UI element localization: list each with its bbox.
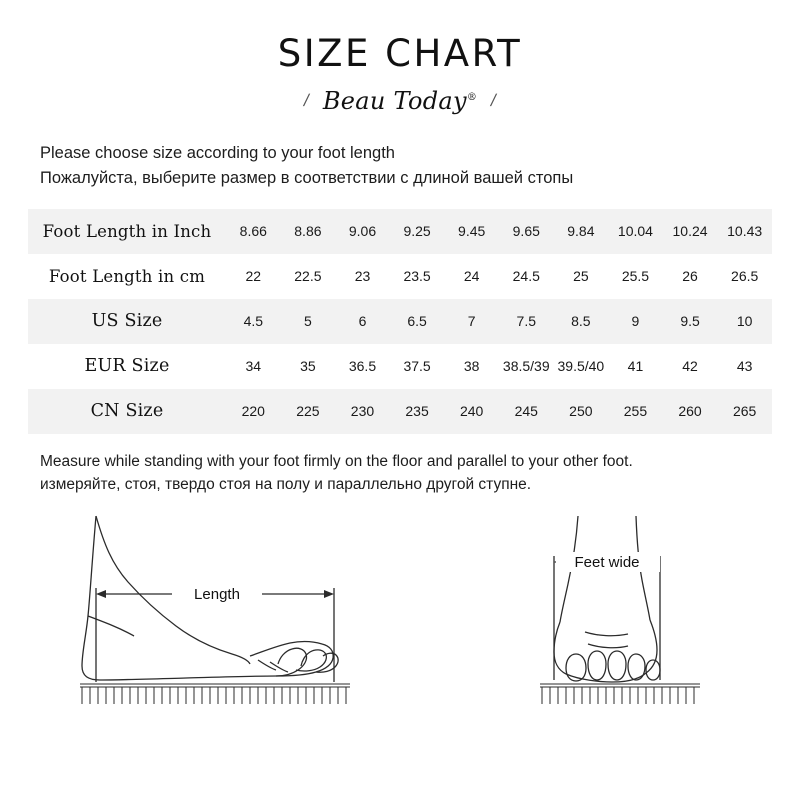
table-cell: 26 — [682, 268, 698, 285]
page-header — [0, 0, 800, 115]
note-line-en: Measure while standing with your foot firmly on the floor and parallel to your other foot. — [40, 452, 633, 470]
table-cell: 7 — [467, 313, 476, 330]
brand-text: Beau Today — [322, 86, 467, 115]
size-table — [28, 209, 772, 434]
table-cell: 23 — [354, 268, 371, 285]
table-cell: 240 — [459, 403, 484, 420]
front-foot-figure — [554, 516, 660, 682]
table-cell: 9.65 — [512, 223, 540, 240]
table-cell: 260 — [678, 403, 702, 420]
row-header: CN Size — [90, 401, 164, 422]
note-line-ru: измеряйте, стоя, твердо стоя на полу и параллельно другой ступне. — [40, 476, 532, 494]
table-cell: 9.84 — [567, 223, 595, 240]
table-cell: 220 — [241, 403, 265, 420]
table-cell: 255 — [623, 403, 648, 420]
table-cell: 39.5/40 — [557, 358, 605, 375]
table-row — [28, 299, 772, 344]
slash-right-icon: / — [489, 90, 499, 110]
length-label: Length — [194, 586, 240, 604]
table-row — [28, 389, 772, 434]
table-cell: 25.5 — [621, 268, 650, 285]
table-row — [28, 209, 772, 254]
table-cell: 235 — [405, 403, 429, 420]
table-cell: 9.25 — [403, 223, 431, 240]
table-cell: 6.5 — [407, 313, 427, 330]
table-cell: 24 — [463, 268, 480, 285]
table-cell: 9.5 — [680, 313, 700, 330]
measure-note — [40, 450, 800, 497]
table-cell: 10.04 — [617, 223, 653, 240]
table-cell: 23.5 — [403, 268, 431, 285]
table-cell: 225 — [296, 403, 320, 420]
row-header: EUR Size — [84, 356, 170, 377]
brand-row — [0, 87, 800, 115]
feet-wide-label: Feet wide — [574, 554, 640, 572]
ground-hatch-right — [540, 684, 700, 704]
foot-diagrams — [0, 504, 800, 764]
table-cell: 250 — [569, 403, 593, 420]
table-cell: 37.5 — [403, 358, 431, 375]
page-title: SIZE CHART — [277, 32, 523, 75]
row-header: US Size — [91, 311, 163, 332]
table-cell: 41 — [627, 358, 644, 375]
ground-hatch-left — [80, 684, 350, 704]
table-cell: 24.5 — [512, 268, 540, 285]
table-cell: 43 — [736, 358, 753, 375]
row-header: Foot Length in cm — [48, 266, 206, 286]
row-header: Foot Length in Inch — [42, 221, 212, 241]
table-cell: 8.5 — [571, 313, 591, 330]
intro-line-ru: Пожалуйста, выберите размер в соответствии с длиной вашей стопы — [40, 168, 574, 187]
size-table-wrapper — [28, 209, 772, 434]
table-cell: 22.5 — [294, 268, 322, 285]
table-cell: 38 — [463, 358, 480, 375]
table-cell: 5 — [303, 313, 312, 330]
table-cell: 35 — [300, 358, 316, 375]
table-cell: 6 — [358, 313, 367, 330]
table-cell: 10.24 — [672, 223, 708, 240]
table-cell: 25 — [573, 268, 589, 285]
table-row — [28, 254, 772, 299]
table-cell: 36.5 — [348, 358, 377, 375]
intro-text — [40, 141, 760, 191]
intro-line-en: Please choose size according to your foot length — [40, 143, 395, 162]
table-cell: 245 — [514, 403, 538, 420]
brand-name — [323, 87, 477, 115]
table-cell: 8.66 — [239, 223, 267, 240]
slash-left-icon: / — [302, 90, 311, 110]
table-cell: 9.45 — [458, 223, 486, 240]
table-cell: 8.86 — [294, 223, 322, 240]
table-cell: 9 — [631, 313, 640, 330]
table-cell: 26.5 — [731, 268, 759, 285]
table-cell: 230 — [350, 403, 375, 420]
table-cell: 9.06 — [348, 223, 377, 240]
registered-mark-icon: ® — [466, 91, 478, 103]
table-cell: 34 — [245, 358, 262, 375]
table-cell: 7.5 — [516, 313, 536, 330]
table-cell: 265 — [732, 403, 757, 420]
table-cell: 10.43 — [727, 223, 763, 240]
table-cell: 42 — [682, 358, 698, 375]
table-cell: 22 — [245, 268, 262, 285]
table-row — [28, 344, 772, 389]
table-cell: 4.5 — [243, 313, 264, 330]
table-cell: 38.5/39 — [502, 358, 550, 375]
table-cell: 10 — [736, 313, 753, 330]
foot-illustrations-svg — [0, 504, 800, 764]
